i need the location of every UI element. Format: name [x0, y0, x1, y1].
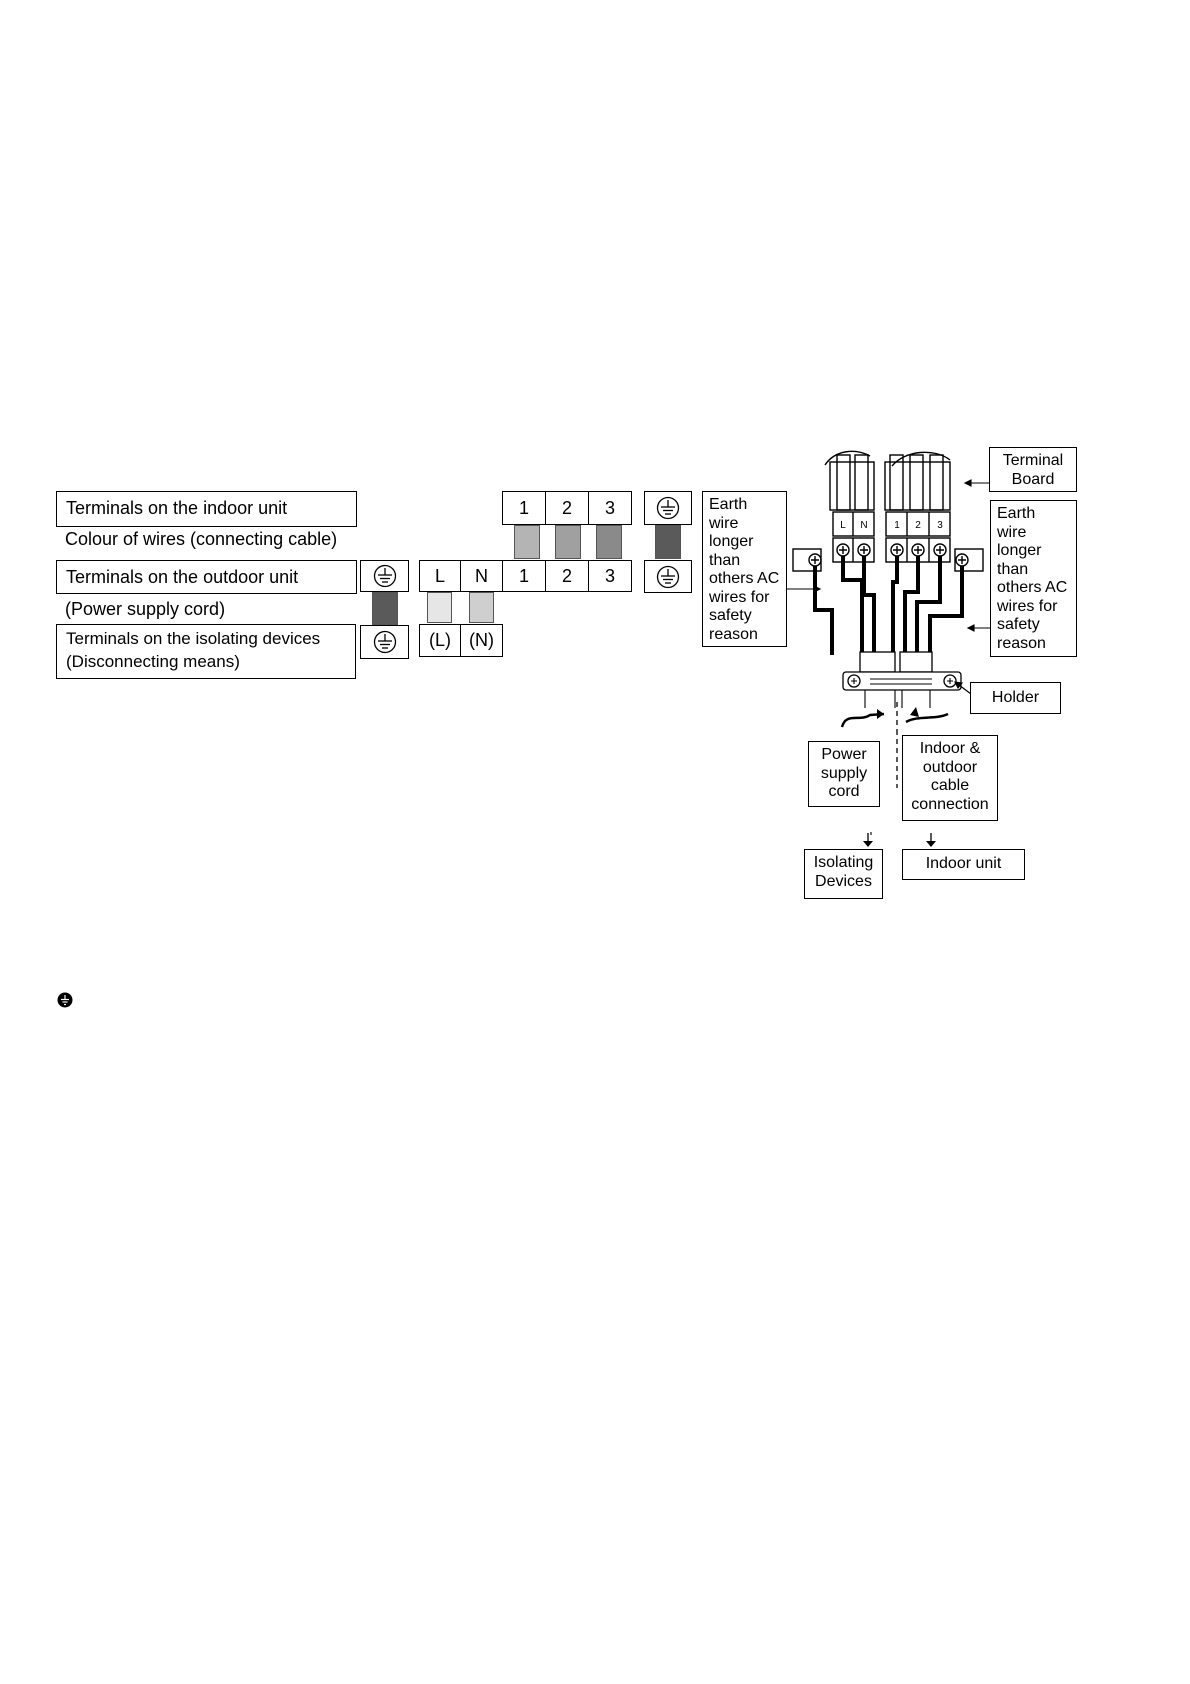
- outdoor-terminal-N: N: [460, 560, 503, 592]
- down-arrow-isolating-icon: [862, 833, 874, 847]
- earth-ground-icon: [656, 565, 680, 589]
- cable-wire-1: [514, 525, 540, 559]
- isolating-terminals-line1: Terminals on the isolating devices: [66, 629, 321, 648]
- board-label-L: L: [840, 520, 846, 531]
- earth-ground-icon: [57, 992, 73, 1008]
- outdoor-terminal-2: 2: [545, 560, 589, 592]
- power-cord-label: (Power supply cord): [65, 599, 226, 619]
- earth-ground-icon: [373, 564, 397, 588]
- power-supply-cord-callout: Power supply cord: [808, 741, 880, 807]
- indoor-terminal-2: 2: [545, 491, 589, 525]
- indoor-terminal-1: 1: [502, 491, 546, 525]
- indoor-terminals-row: [56, 491, 357, 527]
- isolating-terminals-line2: (Disconnecting means): [66, 652, 240, 671]
- board-label-3: 3: [937, 520, 943, 531]
- board-label-1: 1: [894, 520, 900, 531]
- cable-wire-2: [555, 525, 581, 559]
- power-wire-earth: [372, 592, 398, 625]
- terminal-board-callout: Terminal Board: [989, 447, 1077, 492]
- wire-colour-label: Colour of wires (connecting cable): [65, 529, 338, 549]
- holder-callout: Holder: [970, 682, 1061, 714]
- isolating-devices-callout: Isolating Devices: [804, 849, 883, 899]
- isolating-terminal-N: (N): [460, 624, 503, 657]
- cable-wire-3: [596, 525, 622, 559]
- indoor-earth-terminal: [644, 491, 692, 525]
- outdoor-earth-terminal: [644, 560, 692, 593]
- earth-ground-icon: [373, 630, 397, 654]
- power-wire-L: [427, 592, 452, 623]
- earth-wire-callout-right: Earth wire longer than others AC wires for safety reason: [990, 500, 1077, 657]
- indoor-terminals-label: Terminals on the indoor unit: [66, 498, 288, 518]
- isolating-earth-terminal: [360, 625, 409, 659]
- earth-ground-icon: [656, 496, 680, 520]
- outdoor-terminal-L: L: [419, 560, 461, 592]
- isolating-terminals-row: [56, 624, 356, 679]
- down-arrow-indoor-icon: [925, 833, 937, 847]
- board-label-N: N: [860, 520, 868, 531]
- power-wire-N: [469, 592, 494, 623]
- indoor-outdoor-cable-callout: Indoor & outdoor cable connection: [902, 735, 998, 821]
- outdoor-terminal-1: 1: [502, 560, 546, 592]
- isolating-terminal-L: (L): [419, 624, 461, 657]
- board-label-2: 2: [915, 520, 921, 531]
- outdoor-terminals-row: [56, 560, 357, 594]
- indoor-terminal-3: 3: [588, 491, 632, 525]
- outdoor-terminals-label: Terminals on the outdoor unit: [66, 567, 299, 587]
- outdoor-power-earth-terminal: [360, 560, 409, 592]
- outdoor-terminal-3: 3: [588, 560, 632, 592]
- indoor-unit-callout: Indoor unit: [902, 849, 1025, 880]
- earth-wire-callout-left: Earth wire longer than others AC wires for safety reason: [702, 491, 787, 647]
- cable-wire-earth: [655, 525, 681, 559]
